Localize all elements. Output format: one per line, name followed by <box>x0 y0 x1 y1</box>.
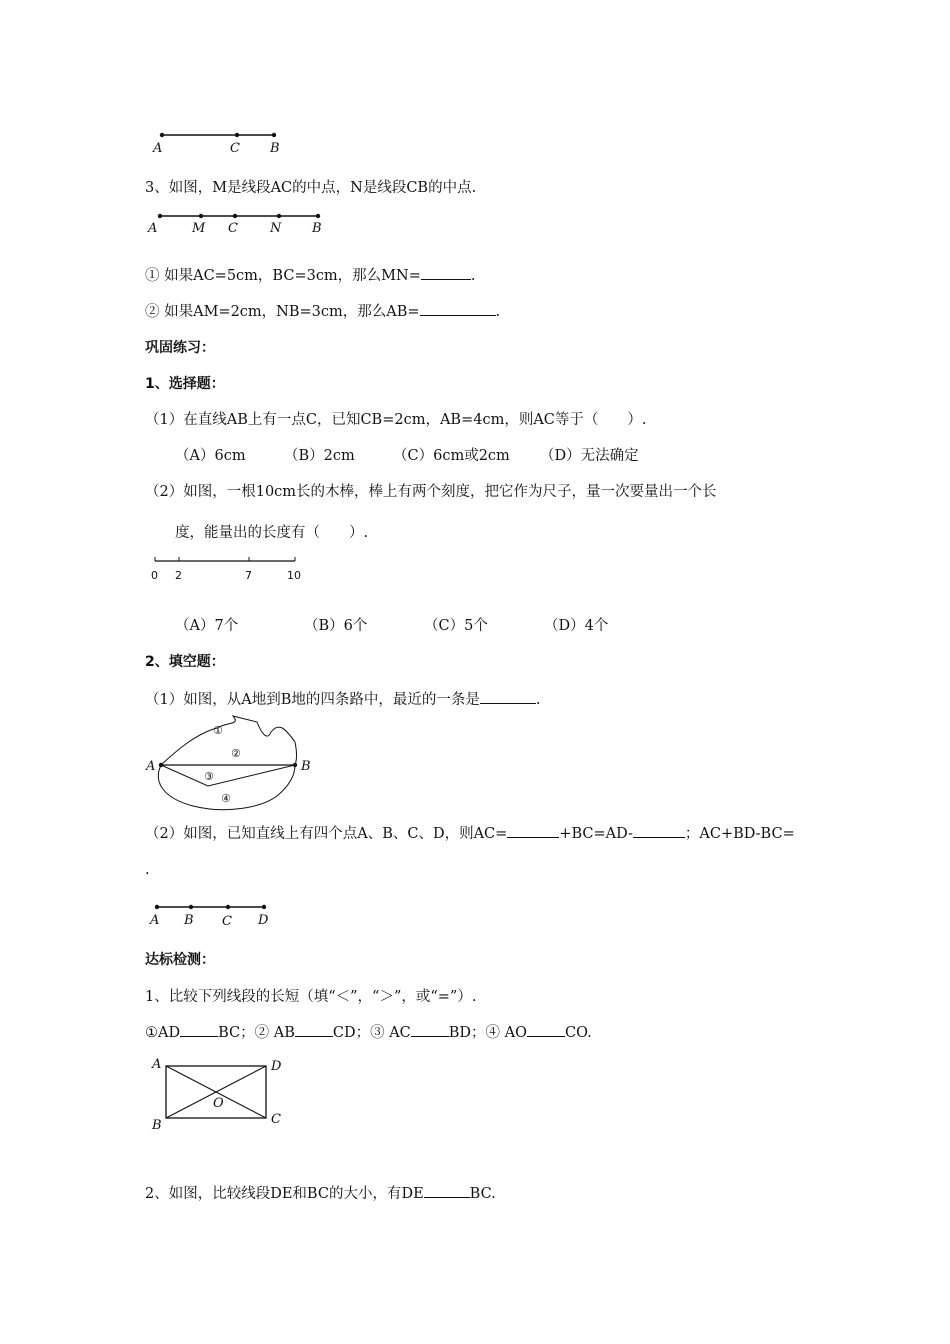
question-3-text: 3、如图，M是线段AC的中点，N是线段CB的中点. <box>145 180 477 196</box>
mc-question-2-option-c: （C）5个 <box>424 618 488 634</box>
point-m <box>199 214 203 218</box>
subsection-heading-fill: 2、填空题： <box>145 654 225 670</box>
label-d: D <box>258 913 269 928</box>
route-1 <box>161 716 297 765</box>
mc-question-2-option-d: （D）4个 <box>544 618 609 634</box>
answer-blank-4[interactable] <box>527 1024 565 1037</box>
question-3-part-2: ② 如果AM=2cm，NB=3cm，那么AB= . <box>145 304 501 320</box>
label-b: B <box>184 913 194 928</box>
answer-blank-2[interactable] <box>295 1024 333 1037</box>
label-a: A <box>152 1057 162 1072</box>
test-question-1-items: ①AD BC；② AB CD；③ AC BD；④ AO CO. <box>145 1025 592 1041</box>
mc-question-2-stem-line-2: 度，能量出的长度有（ ）. <box>175 525 369 541</box>
point-a <box>160 133 164 137</box>
figure-routes <box>145 712 325 812</box>
point-c <box>226 905 230 909</box>
subsection-heading-choice: 1、选择题： <box>145 376 225 392</box>
tick-label-0: 0 <box>151 569 158 582</box>
label-o: O <box>213 1096 224 1111</box>
fill-question-2-end: . <box>145 862 150 878</box>
label-a: A <box>153 141 163 156</box>
label-c: C <box>222 914 232 929</box>
point-a <box>158 214 162 218</box>
tick-label-10: 10 <box>287 569 301 582</box>
answer-blank-route[interactable] <box>480 691 536 704</box>
question-3-part-1: ① 如果AC=5cm，BC=3cm，那么MN= . <box>145 268 476 284</box>
point-n <box>277 214 281 218</box>
mc-question-2-stem-line-1: （2）如图，一根10cm长的木棒，棒上有两个刻度，把它作为尺子，量一次要量出一个长 <box>145 484 717 500</box>
point-b <box>189 905 193 909</box>
point-d <box>262 905 266 909</box>
answer-blank-de-bc[interactable] <box>424 1185 470 1198</box>
figure-ruler <box>148 555 318 585</box>
answer-blank-ab[interactable] <box>420 303 496 316</box>
route-label-4: ④ <box>221 792 231 805</box>
point-c <box>233 214 237 218</box>
mc-question-2-option-a: （A）7个 <box>175 618 239 634</box>
point-a <box>155 905 159 909</box>
answer-blank-1[interactable] <box>180 1024 218 1037</box>
label-b: B <box>270 141 280 156</box>
label-b: B <box>152 1118 162 1133</box>
label-c: C <box>271 1112 281 1127</box>
mc-question-2-option-b: （B）6个 <box>304 618 368 634</box>
point-b <box>293 763 297 767</box>
answer-blank-ac-1[interactable] <box>507 825 559 838</box>
section-heading-practice: 巩固练习： <box>145 340 215 356</box>
route-3 <box>161 765 295 786</box>
label-c: C <box>230 141 240 156</box>
figure-segment-abcd <box>146 902 286 930</box>
route-label-2: ② <box>231 747 241 760</box>
label-a: A <box>146 759 156 774</box>
mc-question-1-option-b: （B）2cm <box>284 448 355 464</box>
route-label-1: ① <box>213 724 223 737</box>
label-n: N <box>270 221 282 236</box>
mc-question-1-stem: （1）在直线AB上有一点C，已知CB=2cm，AB=4cm，则AC等于（ ）. <box>145 412 647 428</box>
label-a: A <box>148 221 158 236</box>
label-m: M <box>192 221 206 236</box>
answer-blank-ac-2[interactable] <box>633 825 685 838</box>
test-question-2: 2、如图，比较线段DE和BC的大小，有DE BC. <box>145 1186 496 1202</box>
figure-segment-acb <box>150 128 290 160</box>
point-b <box>316 214 320 218</box>
point-c <box>235 133 239 137</box>
fill-question-2: （2）如图，已知直线上有四个点A、B、C、D，则AC= +BC=AD- ；AC+BD-BC= <box>145 826 795 842</box>
tick-label-2: 2 <box>175 569 182 582</box>
point-a <box>159 763 163 767</box>
label-d: D <box>271 1059 282 1074</box>
figure-rectangle <box>148 1054 298 1134</box>
test-question-1-stem: 1、比较下列线段的长短（填“＜”，“＞”，或“=”）. <box>145 989 477 1005</box>
label-a: A <box>150 913 160 928</box>
fill-question-1: （1）如图，从A地到B地的四条路中，最近的一条是 . <box>145 692 541 708</box>
mc-question-1-option-c: （C）6cm或2cm <box>393 448 510 464</box>
tick-label-7: 7 <box>245 569 252 582</box>
figure-segment-amcnb <box>146 210 336 238</box>
route-label-3: ③ <box>204 770 214 783</box>
section-heading-test: 达标检测： <box>145 952 215 968</box>
mc-question-1-option-d: （D）无法确定 <box>540 448 639 464</box>
point-b <box>272 133 276 137</box>
answer-blank-mn[interactable] <box>421 267 471 280</box>
answer-blank-3[interactable] <box>411 1024 449 1037</box>
label-b: B <box>301 759 311 774</box>
mc-question-1-option-a: （A）6cm <box>175 448 246 464</box>
label-c: C <box>228 221 238 236</box>
label-b: B <box>312 221 322 236</box>
